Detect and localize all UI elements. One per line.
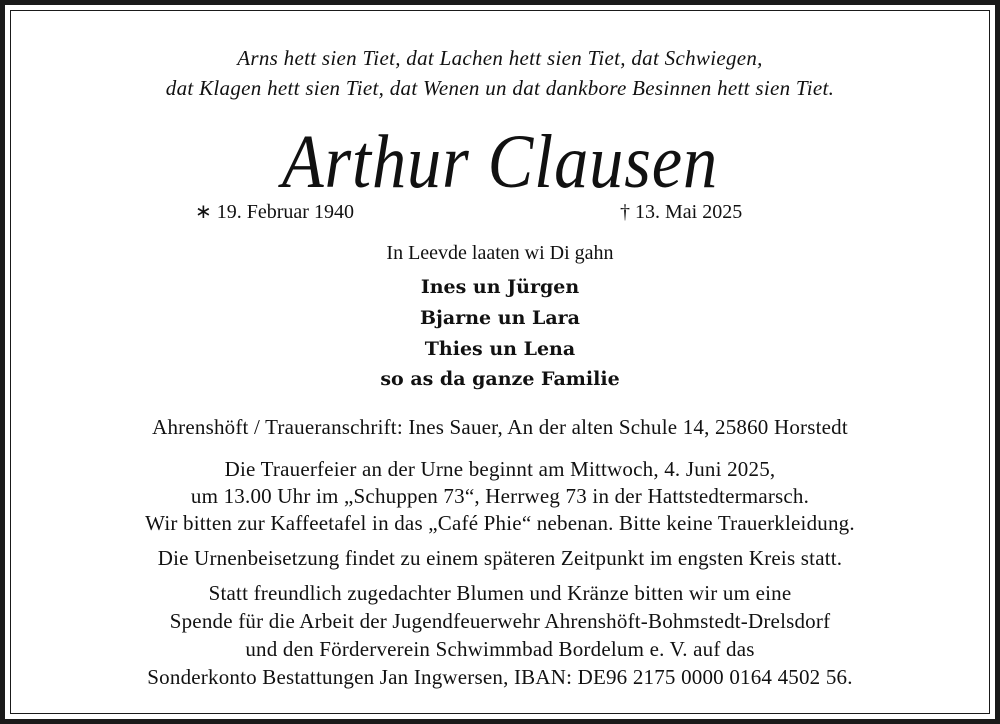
burial-line: Die Urnenbeisetzung findet zu einem späteren Zeitpunkt im engsten Kreis statt.: [157, 546, 843, 570]
birth-date: ∗ 19. Februar 1940: [195, 201, 354, 223]
donation-line-2: Spende für die Arbeit der Jugendfeuerwehr Ahrenshöft-Bohmstedt-Drelsdorf: [169, 609, 831, 633]
ceremony-line-1: Die Trauerfeier an der Urne beginnt am Mittwoch, 4. Juni 2025,: [224, 457, 776, 481]
donation-line-1: Statt freundlich zugedachter Blumen und Kränze bitten wir um eine: [208, 581, 792, 605]
farewell-line: In Leevde laaten wi Di gahn: [386, 242, 614, 264]
obituary-notice: [10, 10, 990, 714]
motto-line-2: dat Klagen hett sien Tiet, dat Wenen un dat dankbore Besinnen hett sien Tiet.: [165, 76, 835, 100]
deceased-name: Arthur Clausen: [281, 120, 719, 204]
donation-line-4: Sonderkonto Bestattungen Jan Ingwersen, IBAN: DE96 2175 0000 0164 4502 56.: [147, 665, 853, 689]
death-date: † 13. Mai 2025: [620, 201, 743, 223]
mourner-2: Bjarne un Lara: [419, 307, 580, 329]
mourner-4: so as da ganze Familie: [380, 368, 620, 390]
ceremony-line-2: um 13.00 Uhr im „Schuppen 73“, Herrweg 73 in der Hattstedtermarsch.: [190, 484, 810, 508]
mourner-3: Thies un Lena: [424, 338, 576, 360]
mourner-1: Ines un Jürgen: [420, 276, 580, 298]
ceremony-line-3: Wir bitten zur Kaffeetafel in das „Café Phie“ nebenan. Bitte keine Trauerkleidung.: [145, 511, 855, 535]
donation-line-3: und den Förderverein Schwimmbad Bordelum e. V. auf das: [245, 637, 755, 661]
address-line: Ahrenshöft / Traueranschrift: Ines Sauer, An der alten Schule 14, 25860 Horstedt: [152, 415, 848, 439]
motto-line-1: Arns hett sien Tiet, dat Lachen hett sien Tiet, dat Schwiegen,: [237, 46, 763, 70]
